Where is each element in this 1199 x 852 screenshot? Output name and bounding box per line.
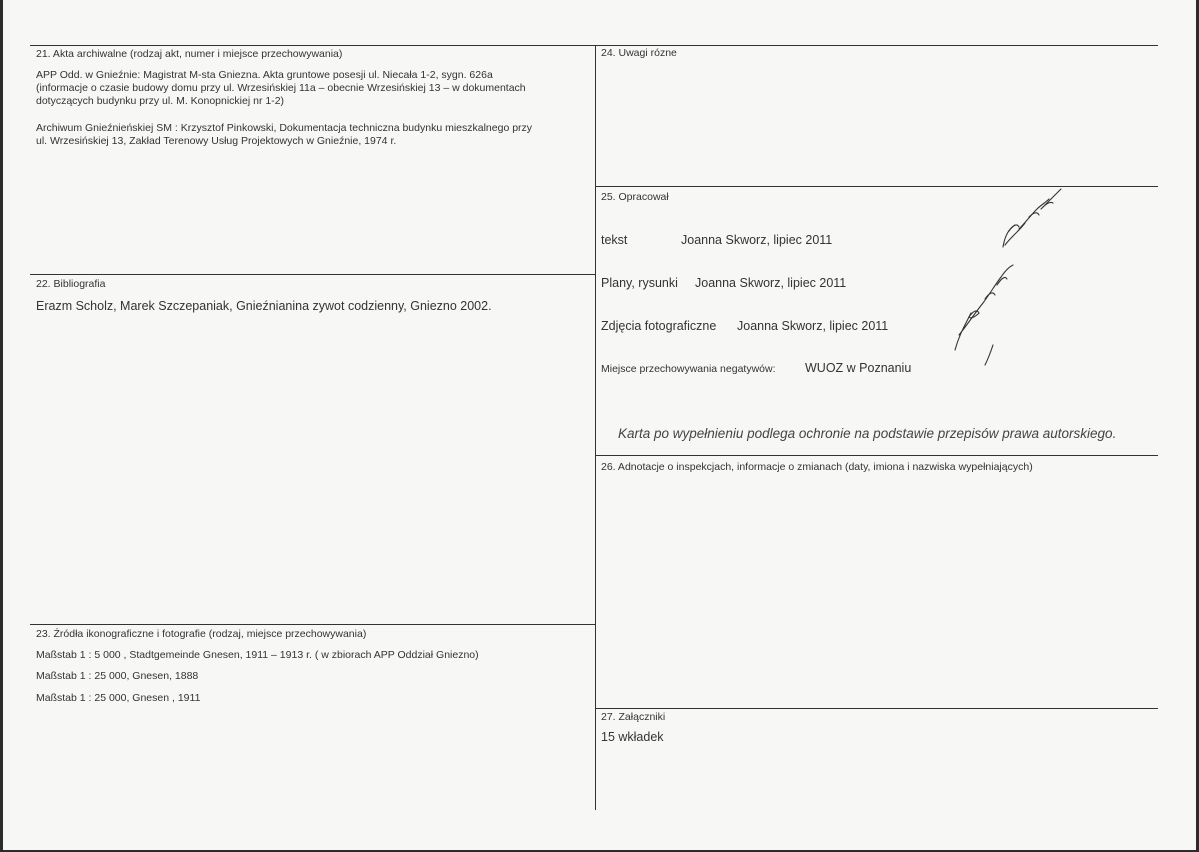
plany-value: Joanna Skworz, lipiec 2011 bbox=[695, 276, 847, 290]
section-21-line-5: ul. Wrzesińskiej 13, Zakład Terenowy Usług Projektowych w Gnieźnie, 1974 r. bbox=[36, 135, 397, 147]
rule-top bbox=[30, 45, 1158, 46]
plany-label: Plany, rysunki bbox=[601, 276, 678, 290]
tekst-value: Joanna Skworz, lipiec 2011 bbox=[681, 233, 833, 247]
section-21-line-4: Archiwum Gnieźnieńskiej SM : Krzysztof Pinkowski, Dokumentacja techniczna budynku mieszkalnego przy bbox=[36, 122, 533, 134]
section-22-label: 22. Bibliografia bbox=[36, 278, 106, 290]
section-23-line-1: Maßstab 1 : 5 000 , Stadtgemeinde Gnesen, 1911 – 1913 r. ( w zbiorach APP Oddział Gniezno) bbox=[36, 649, 479, 661]
attachments-value: 15 wkładek bbox=[601, 730, 664, 744]
zdjecia-label: Zdjęcia fotograficzne bbox=[601, 319, 717, 333]
section-23-line-2: Maßstab 1 : 25 000, Gnesen, 1888 bbox=[36, 670, 199, 682]
section-21-line-3: dotyczących budynku przy ul. M. Konopnickiej nr 1-2) bbox=[36, 95, 285, 107]
zdjecia-value: Joanna Skworz, lipiec 2011 bbox=[737, 319, 889, 333]
bibliography-entry: Erazm Scholz, Marek Szczepaniak, Gnieźnianina zywot codzienny, Gniezno 2002. bbox=[36, 299, 492, 313]
section-21-label: 21. Akta archiwalne (rodzaj akt, numer i miejsce przechowywania) bbox=[36, 48, 343, 60]
miejsce-label: Miejsce przechowywania negatywów: bbox=[601, 363, 776, 375]
section-23-label: 23. Źródła ikonograficzne i fotografie (rodzaj, miejsce przechowywania) bbox=[36, 628, 367, 640]
section-27-label: 27. Załączniki bbox=[601, 711, 666, 723]
miejsce-value: WUOZ w Poznaniu bbox=[805, 361, 912, 375]
rule-center bbox=[595, 45, 596, 810]
section-25-label: 25. Opracował bbox=[601, 191, 669, 203]
section-24-label: 24. Uwagi rózne bbox=[601, 47, 677, 59]
section-23-line-3: Maßstab 1 : 25 000, Gnesen , 1911 bbox=[36, 692, 201, 704]
rule-27-top bbox=[595, 708, 1158, 709]
rule-26-top bbox=[595, 455, 1158, 456]
handwritten-signature bbox=[945, 185, 1065, 375]
tekst-label: tekst bbox=[601, 233, 628, 247]
rule-25-top bbox=[595, 186, 1158, 187]
section-21-line-2: (informacje o czasie budowy domu przy ul. Wrzesińskiej 11a – obecnie Wrzesińskiej 13 – w dokumentach bbox=[36, 82, 526, 94]
section-21-line-1: APP Odd. w Gnieźnie: Magistrat M-sta Gniezna. Akta gruntowe posesji ul. Niecała 1-2, sygn. 626a bbox=[36, 69, 493, 81]
copyright-notice: Karta po wypełnieniu podlega ochronie na podstawie przepisów prawa autorskiego. bbox=[618, 426, 1117, 441]
section-26-label: 26. Adnotacje o inspekcjach, informacje o zmianach (daty, imiona i nazwiska wypełniających) bbox=[601, 461, 1033, 473]
rule-22-top bbox=[30, 274, 595, 275]
rule-23-top bbox=[30, 624, 595, 625]
